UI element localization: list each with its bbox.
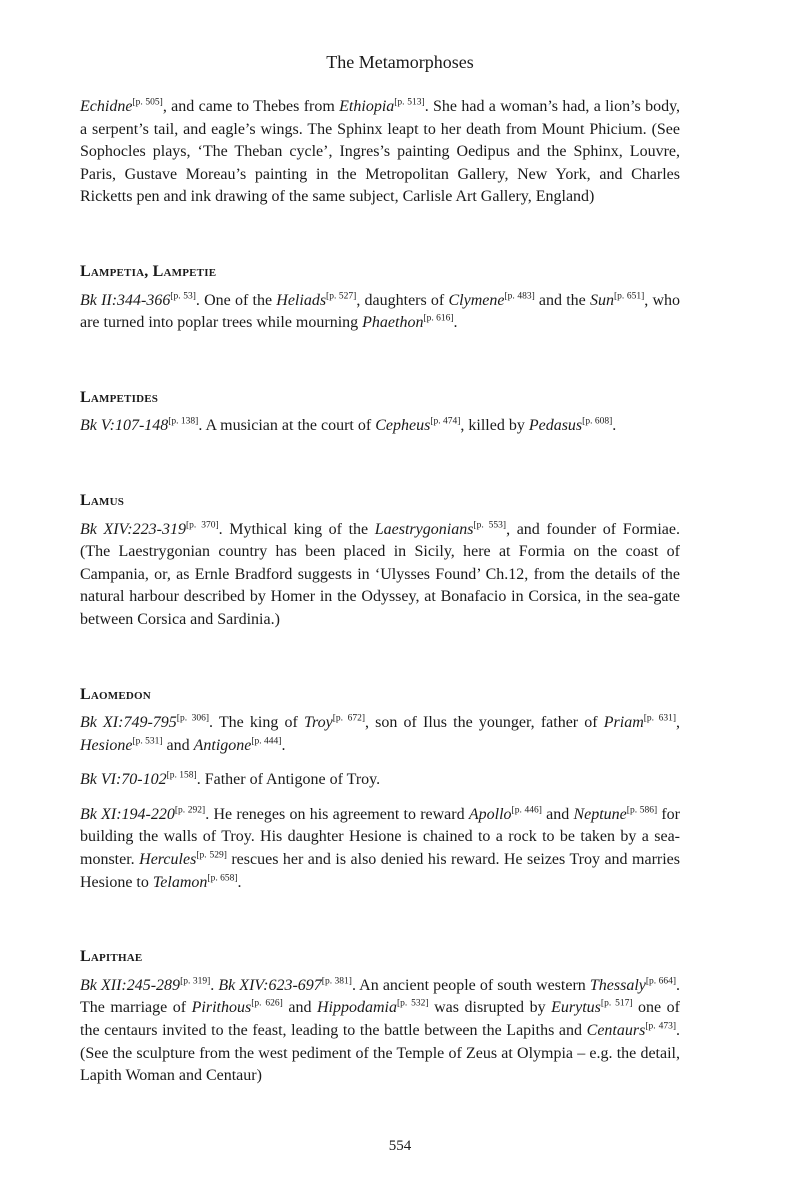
text-run: for building the walls of Troy. His daughter Hesione is chained to a rock to be taken by a sea-monster.: [80, 805, 681, 869]
page-reference[interactable]: [p. 446]: [511, 805, 542, 816]
italic-reference: Bk XIV:223-319: [80, 520, 186, 538]
italic-reference: Ethiopia: [339, 98, 395, 115]
italic-reference: Bk XII:245-289: [80, 976, 181, 994]
text-run: .: [281, 736, 286, 754]
page-reference[interactable]: [p. 531]: [132, 736, 163, 747]
italic-reference: Neptune: [573, 805, 627, 823]
entry-paragraph: [80, 519, 680, 632]
text-run: .: [210, 976, 219, 994]
italic-reference: Hesione: [80, 736, 133, 754]
page-reference[interactable]: [p. 306]: [176, 713, 210, 724]
italic-reference: Sun: [589, 291, 614, 309]
text-run: . The marriage of: [80, 976, 681, 1017]
page-reference[interactable]: [p. 505]: [132, 97, 163, 108]
page-reference[interactable]: [p. 517]: [600, 999, 633, 1010]
italic-reference: Cepheus: [375, 417, 431, 435]
italic-reference: Bk VI:70-102: [80, 771, 167, 789]
italic-reference: Clymene: [448, 291, 505, 309]
page-reference[interactable]: [p. 529]: [196, 850, 227, 861]
entry-title: Lapithae: [80, 948, 143, 966]
text-run: and: [282, 999, 317, 1017]
text-run: . Father of Antigone of Troy.: [196, 771, 381, 789]
text-run: ,: [676, 714, 680, 732]
text-run: , daughters of: [356, 291, 449, 309]
glossary-entry: [80, 261, 680, 335]
page-reference[interactable]: [p. 608]: [582, 417, 613, 428]
text-run: , who are turned into poplar trees while mourning: [80, 291, 681, 332]
text-run: . The king of: [209, 714, 305, 732]
page-reference[interactable]: [p. 631]: [643, 713, 676, 724]
glossary-entry: [80, 946, 680, 1088]
page-reference[interactable]: [p. 626]: [251, 999, 283, 1010]
italic-reference: Hippodamia: [316, 999, 397, 1017]
italic-reference: Phaethon: [362, 314, 424, 332]
entry-paragraph: [80, 804, 680, 894]
page-reference[interactable]: [p. 444]: [251, 736, 282, 747]
text-run: and: [541, 805, 574, 823]
text-run: . Mythical king of the: [218, 520, 375, 538]
entry-title: Laomedon: [80, 685, 151, 703]
page-reference[interactable]: [p. 370]: [185, 520, 219, 531]
text-run: , killed by: [460, 417, 529, 435]
entry-paragraph: [80, 415, 680, 438]
page-reference[interactable]: [p. 292]: [174, 805, 206, 816]
italic-reference: Apollo: [468, 805, 512, 823]
entry-title: Lampetides: [80, 388, 159, 406]
page-reference[interactable]: [p. 658]: [207, 873, 238, 884]
page-reference[interactable]: [p. 483]: [504, 291, 535, 302]
italic-reference: Bk XIV:623-697: [218, 976, 322, 994]
text-run: one of the centaurs invited to the feast, leading to the battle between the Lapiths and: [80, 999, 680, 1040]
text-run: was disrupted by: [428, 999, 552, 1017]
text-run: . One of the: [195, 291, 277, 309]
page-reference[interactable]: [p. 138]: [168, 417, 199, 428]
text-run: . A musician at the court of: [198, 417, 376, 435]
page-reference[interactable]: [p. 513]: [394, 97, 425, 108]
entry-title: Lamus: [80, 491, 125, 509]
italic-reference: Thessaly: [589, 976, 646, 994]
page-reference[interactable]: [p. 532]: [396, 999, 429, 1010]
page-reference[interactable]: [p. 672]: [332, 713, 365, 724]
page-reference[interactable]: [p. 158]: [166, 770, 197, 781]
italic-reference: Laestrygonians: [374, 520, 474, 538]
page-content: [80, 96, 680, 1088]
italic-reference: Bk XI:194-220: [80, 805, 175, 823]
continued-entry: [80, 96, 680, 209]
italic-reference: Pedasus: [528, 417, 583, 435]
glossary-entry: [80, 490, 680, 632]
entry-title: Lampetia, Lampetie: [80, 262, 217, 280]
italic-reference: Bk II:344-366: [80, 291, 171, 309]
entry-paragraph: [80, 290, 680, 335]
text-run: .: [612, 417, 617, 435]
italic-reference: Bk XI:749-795: [80, 714, 177, 732]
italic-reference: Troy: [304, 714, 333, 732]
page-reference[interactable]: [p. 664]: [645, 976, 677, 987]
text-run: , son of Ilus the younger, father of: [365, 714, 604, 732]
page-reference[interactable]: [p. 473]: [645, 1021, 677, 1032]
page-reference[interactable]: [p. 651]: [613, 291, 645, 302]
italic-reference: Eurytus: [551, 999, 601, 1017]
italic-reference: Heliads: [276, 291, 327, 309]
page-reference[interactable]: [p. 474]: [430, 417, 461, 428]
text-run: . She had a woman’s had, a lion’s body, a serpent’s tail, and eagle’s wings. The Sphinx leapt to her death from Mount Phicium. (See Sophocles plays, ‘The Theban cycle’, Ingres’s painting Oedipus and the Sphinx, Louvre, Paris, Gustave Moreau’s painting in the Metropolitan Gallery, New York, and Charles Ricketts pen and ink drawing of the same subject, Carlisle Art Gallery, England): [80, 98, 681, 206]
glossary-entry: [80, 684, 680, 895]
entry-paragraph: [80, 975, 680, 1088]
italic-reference: Antigone: [193, 736, 252, 754]
text-run: . An ancient people of south western: [351, 976, 590, 994]
italic-reference: Priam: [603, 714, 644, 732]
text-run: . He reneges on his agreement to reward: [205, 805, 469, 823]
text-run: , and founder of Formiae. (The Laestrygonian country has been placed in Sicily, here at Formia on the coast of Campania, or, as Ernle Bradford suggests in ‘Ulysses Found’ Ch.12, from the details of the natural harbour described by Homer in the Odyssey, at Bonafacio in Corsica, in the sea-gate between Corsica and Sardinia.): [80, 520, 681, 628]
page-reference[interactable]: [p. 527]: [326, 291, 357, 302]
italic-reference: Hercules: [139, 851, 197, 869]
text-run: , and came to Thebes from: [162, 98, 340, 115]
italic-reference: Telamon: [152, 873, 208, 891]
italic-reference: Bk V:107-148: [80, 417, 169, 435]
entry-paragraph: [80, 769, 680, 792]
italic-reference: Pirithous: [191, 999, 252, 1017]
entry-paragraph: [80, 96, 680, 209]
text-run: . (See the sculpture from the west pediment of the Temple of Zeus at Olympia – e.g. the detail, Lapith Woman and Centaur): [80, 1022, 681, 1085]
page-reference[interactable]: [p. 616]: [423, 313, 454, 324]
page-reference[interactable]: [p. 553]: [473, 520, 507, 531]
text-run: rescues her and is also denied his reward. He seizes Troy and marries Hesione to: [80, 851, 681, 891]
page-reference[interactable]: [p. 53]: [170, 291, 196, 302]
entry-paragraph: [80, 712, 680, 757]
text-run: and: [162, 736, 194, 754]
italic-reference: Echidne: [80, 98, 133, 115]
page-reference[interactable]: [p. 586]: [626, 805, 658, 816]
page-reference[interactable]: [p. 381]: [321, 976, 352, 987]
glossary-entry: [80, 387, 680, 438]
page-number: 554: [388, 1138, 412, 1154]
running-head: The Metamorphoses: [326, 52, 474, 72]
page-reference[interactable]: [p. 319]: [180, 976, 211, 987]
text-run: and the: [534, 291, 590, 309]
text-run: .: [453, 314, 458, 332]
text-run: .: [237, 873, 242, 891]
italic-reference: Centaurs: [586, 1022, 646, 1040]
